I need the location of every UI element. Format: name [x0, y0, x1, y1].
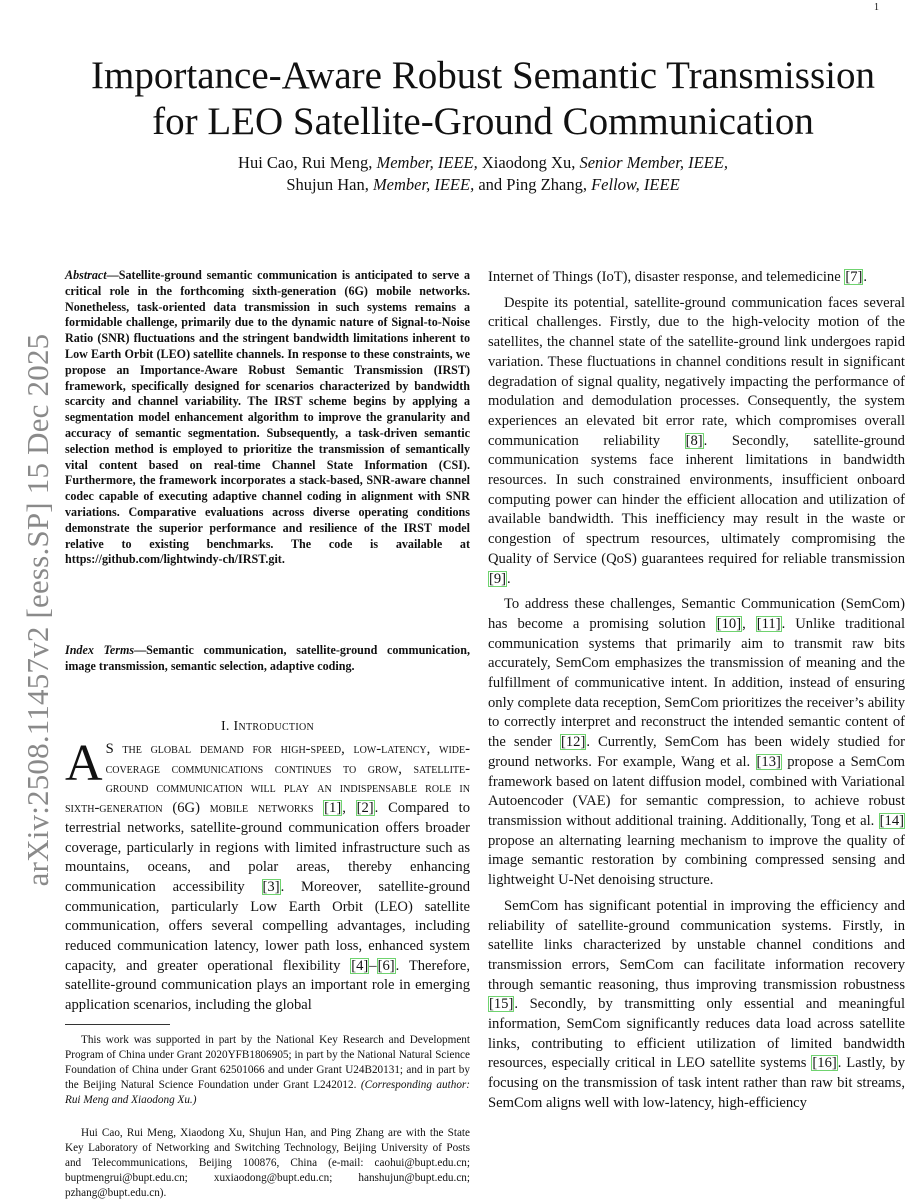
right-p3-text-1: To address these challenges, Semantic Communication (SemCom) has become a promising solution [488, 596, 905, 632]
paper-title [60, 53, 906, 145]
right-p3-sep: , [742, 615, 756, 632]
citation-link[interactable]: [7] [845, 269, 863, 285]
right-paragraph-2 [488, 294, 905, 590]
intro-text-3: . Moreover, satellite-ground communication, particularly Low Earth Orbit (LEO) satellite communication, offers several compelling advantages, including reduced communication latency, lower path loss, enhanced system capacity, and greater operational flexibility [65, 878, 471, 974]
author-names-2: Xiaodong Xu, [477, 153, 580, 172]
citation-link[interactable]: [11] [756, 615, 781, 632]
right-p3-text-3: . Currently, SemCom has been widely studied for ground networks. For example, Wang et al. [488, 734, 906, 770]
author-role-1: Member, IEEE, [376, 153, 478, 172]
right-p3-text-2: . Unlike traditional communication systems that primarily aim to transmit raw bits accurately, SemCom emphasizes the transmission of meaning and the fulfillment of communicative intent. In addition, instead of ensuring only complete data reception, SemCom prioritizes the receiver’s ability to correctly interpret and reconstruct the intended semantic content of the sender [488, 615, 905, 751]
abstract-end: . [281, 552, 285, 567]
citation-link[interactable]: [6] [377, 957, 395, 974]
footnote-affiliation-text: Hui Cao, Rui Meng, Xiaodong Xu, Shujun Han, and Ping Zhang are with the State Key Laboratory of Networking and Switching Technology, Beijing University of Posts and Telecommunications, Beijing 100876, China (e-mail: caohui@bupt.edu.cn; buptmengrui@bupt.edu.cn; xuxiaodong@bupt.edu.cn; hanshujun@bupt.edu.cn; pzhang@bupt.edu.cn). [65, 1127, 470, 1200]
author-names-4: and Ping Zhang, [474, 175, 592, 194]
intro-text-1: S the global demand for high-speed, low-latency, wide-coverage communications continues to grow, satellite-ground communication will play an indispensable role in sixth-generation (6G) mobile networks [65, 741, 470, 817]
citation-link[interactable]: [10] [716, 615, 742, 632]
section-title: Introduction [233, 719, 315, 734]
abstract-label: Abstract [65, 268, 107, 282]
right-p4-text-2: . Secondly, by transmitting only essential and meaningful information, SemCom significantly reduces data load across satellite links, contributing to efficient utilization of limited bandwidth resources, especially critical in LEO satellite systems [488, 996, 905, 1072]
right-p2-text-1: Despite its potential, satellite-ground communication faces several critical challenges. Firstly, due to the high-velocity motion of the satellites, the channel state of the satellite-ground link undergoes rapid variation. These fluctuations in channel conditions result in significant degradation of signal quality, negatively impacting the performance of modulation and demodulation processes. Consequently, the system experiences an elevated bit error rate, which compromises overall communication reliability [488, 294, 905, 449]
index-terms-label: Index Terms [65, 643, 135, 657]
intro-sep-1: , [342, 800, 356, 817]
intro-dash: – [369, 957, 377, 974]
right-p3-text-5: propose an alternating learning mechanism to improve the quality of image semantic restoration by combining compressed sensing and lightweight U-Net denoising structure. [488, 832, 905, 889]
right-p1-end: . [863, 269, 868, 285]
right-p4-text-3: . Lastly, by focusing on the transmission of task intent rather than raw bit streams, SemCom aligns well with low-latency, high-efficiency [488, 1055, 905, 1111]
citation-link[interactable]: [13] [756, 753, 781, 770]
abstract-text: —Satellite-ground semantic communication is anticipated to serve a critical role in the forthcoming sixth-generation (6G) mobile networks. Nonetheless, task-oriented data transmission in such systems remains a formidable challenge, primarily due to the dynamic nature of Signal-to-Noise Ratio (SNR) fluctuations and the stringent bandwidth limitations inherent to Low Earth Orbit (LEO) satellite channels. In response to these constraints, we propose an Importance-Aware Robust Semantic Transmission (IRST) framework, specifically designed for scenarios characterized by bandwidth scarcity and channel variability. The IRST scheme begins by applying a segmentation model enhancement algorithm to improve the granularity and accuracy of semantic segmentation. Subsequently, a task-driven semantic selection method is employed to prioritize the transmission of semantically vital content based on real-time Channel State Information (CSI). Furthermore, the framework incorporates a stack-based, SNR-aware channel codec capable of executing adaptive channel coding in alignment with SNR variations. Comparative evaluations across diverse operating conditions demonstrate the superior performance and resilience of the IRST model relative to existing benchmarks. The code is available at [65, 268, 470, 551]
footnote-rule [65, 1024, 170, 1025]
right-paragraph-1 [488, 268, 905, 288]
title-line-2: for LEO Satellite-Ground Communication [152, 100, 814, 143]
author-role-2: Senior Member, IEEE, [579, 153, 728, 172]
citation-link[interactable]: [9] [489, 570, 507, 587]
citation-link[interactable]: [14] [879, 812, 904, 829]
index-terms [65, 643, 470, 675]
right-paragraph-4 [488, 897, 905, 1114]
author-role-4: Fellow, IEEE [591, 175, 680, 194]
footnote-affiliation [65, 1126, 470, 1201]
author-names-3: Shujun Han, [286, 175, 373, 194]
citation-link[interactable]: [15] [489, 996, 514, 1013]
right-p4-text-1: SemCom has significant potential in improving the efficiency and reliability of satellite-ground communication systems. Firstly, in satellite links characterized by unstable channel conditions and transmission errors, SemCom can facilitate information recovery through semantic reasoning, thus improving transmission robustness [488, 897, 905, 993]
right-p3-text-4: propose a SemCom framework based on latent diffusion model, combined with Variational Autoencoder (VAE) for semantic compression, to achieve robust transmission without additional training. Additionally, Tong et al. [488, 753, 905, 829]
section-heading-introduction [65, 719, 470, 735]
author-list [60, 152, 906, 196]
author-role-3: Member, IEEE, [372, 175, 475, 194]
right-p1-text: Internet of Things (IoT), disaster response, and telemedicine [488, 269, 845, 285]
section-number: I. [220, 719, 234, 734]
title-line-1: Importance-Aware Robust Semantic Transmission [91, 54, 875, 97]
intro-text-4: . Therefore, satellite-ground communication plays an important role in emerging application scenarios, including the global [65, 957, 470, 1014]
citation-link[interactable]: [12] [560, 734, 586, 751]
right-p2-text-2: . Secondly, satellite-ground communication systems face inherent limitations in bandwidth resources. In such constrained environments, insufficient onboard computing power can hinder the efficient allocation and utilization of available bandwidth. This inefficiency may result in the waste or congestion of spectrum resources, ultimately compromising the Quality of Service (QoS) guarantees required for reliable transmission [488, 432, 905, 567]
citation-link[interactable]: [1] [324, 800, 342, 817]
arxiv-stamp-text: arXiv:2508.11457v2 [eess.SP] 15 Dec 2025 [20, 333, 55, 887]
citation-link[interactable]: [16] [812, 1055, 837, 1072]
abstract [65, 268, 470, 568]
citation-link[interactable]: [8] [685, 432, 703, 449]
code-link[interactable]: https://github.com/lightwindy-ch/IRST.git [65, 552, 282, 567]
citation-link[interactable]: [4] [351, 957, 369, 974]
page-number: 1 [874, 2, 879, 13]
right-column [488, 268, 905, 1114]
footnote-funding-text: This work was supported in part by the National Key Research and Development Program of China under Grant 2020YFB1806905; in part by the National Natural Science Foundation of China under Grant 62501066 and under Grant U24B20131; and in part by the Beijing Natural Science Foundation under Grant L242012. [65, 1034, 470, 1092]
drop-cap: A [65, 735, 103, 792]
citation-link[interactable]: [3] [262, 878, 280, 895]
intro-text-2: . Compared to terrestrial networks, satellite-ground communication offers broader coverage, particularly in regions with limited infrastructure such as mountains, oceans, and polar areas, thereby enhancing communication accessibility [65, 800, 470, 895]
intro-paragraph [65, 735, 471, 1016]
index-terms-text: —Semantic communication, satellite-ground communication, image transmission, semantic selection, adaptive coding. [65, 643, 470, 673]
citation-link[interactable]: [2] [356, 800, 374, 817]
footnote-corresponding: (Corresponding author: Rui Meng and Xiaodong Xu.) [65, 1079, 470, 1107]
footnote-funding [65, 1033, 470, 1108]
author-names-1: Hui Cao, Rui Meng, [238, 153, 377, 172]
right-paragraph-3 [488, 595, 905, 891]
right-p2-end: . [507, 570, 511, 587]
